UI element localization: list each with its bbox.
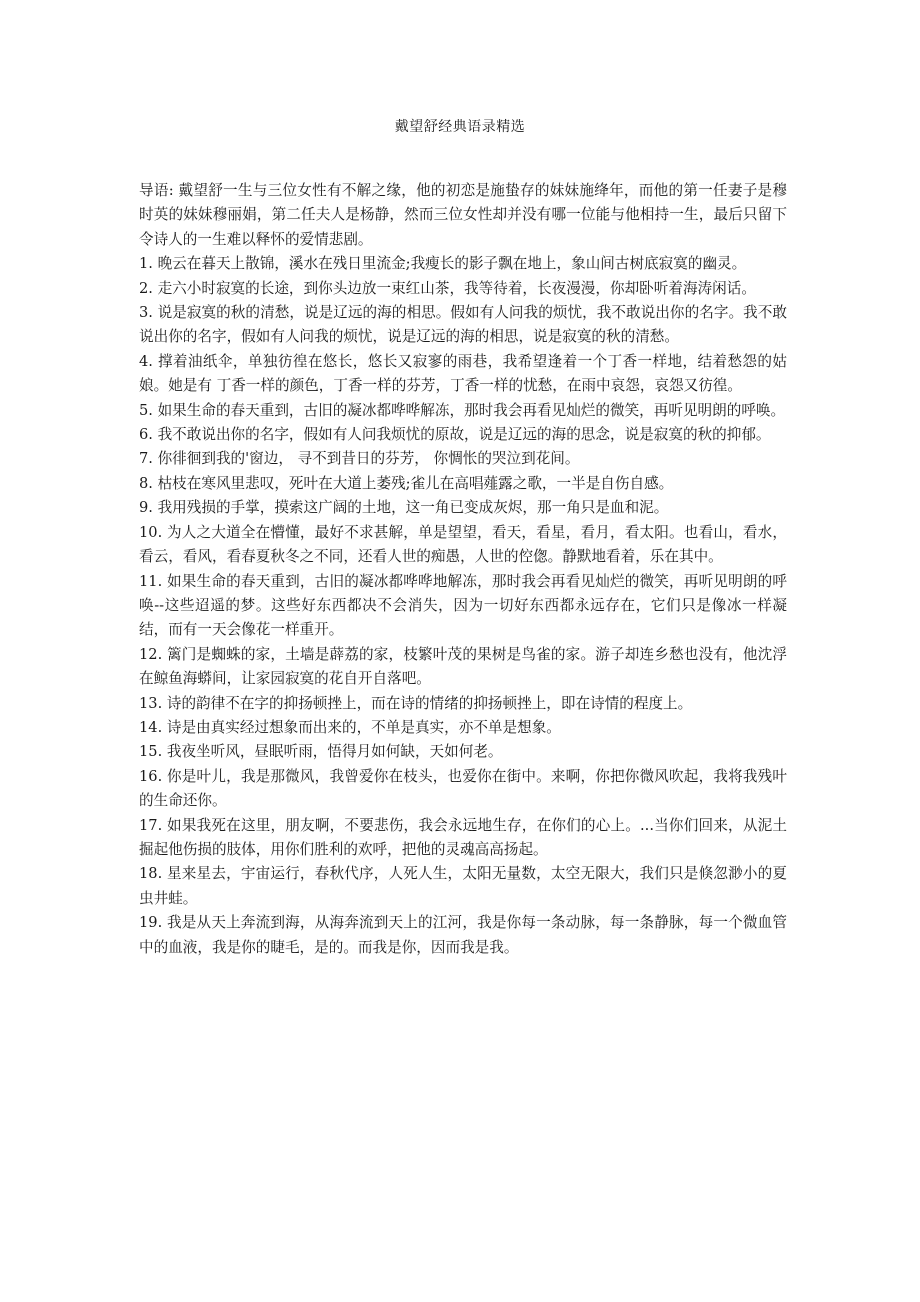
- quote-item-1: 1. 晚云在暮天上散锦，溪水在残日里流金;我瘦长的影子飘在地上，象山间古树底寂寞的幽灵。: [139, 255, 747, 273]
- intro-paragraph: 导语: 戴望舒一生与三位女性有不解之缘，他的初恋是施蛰存的妹妹施绛年，而他的第一任妻子是穆时英的妹妹穆丽娟，第二任夫人是杨静，然而三位女性却并没有哪一位能与他相持一生，最后只留下令诗人的一生难以释怀的爱情悲剧。: [139, 182, 787, 248]
- document-body: [139, 179, 787, 960]
- quote-item-7: 7. 你徘徊到我的'窗边， 寻不到昔日的芬芳， 你惆怅的哭泣到花间。: [139, 450, 580, 468]
- quote-item-8: 8. 枯枝在寒风里悲叹，死叶在大道上萎残;雀儿在高唱薤露之歌，一半是自伤自感。: [139, 474, 674, 492]
- quote-item-15: 15. 我夜坐听风，昼眠听雨，悟得月如何缺，天如何老。: [139, 743, 503, 761]
- quote-item-14: 14. 诗是由真实经过想象而出来的，不单是真实，亦不单是想象。: [139, 718, 561, 736]
- quote-item-19: 19. 我是从天上奔流到海，从海奔流到天上的江河，我是你每一条动脉，每一条静脉，每一个微血管中的血液，我是你的睫毛，是的。而我是你，因而我是我。: [139, 914, 787, 956]
- quote-item-9: 9. 我用残损的手掌，摸索这广阔的土地，这一角已变成灰烬，那一角只是血和泥。: [139, 499, 669, 517]
- quote-item-6: 6. 我不敢说出你的名字，假如有人问我烦忧的原故，说是辽远的海的思念，说是寂寞的秋的抑郁。: [139, 426, 771, 444]
- quote-item-18: 18. 星来星去，宇宙运行，春秋代序，人死人生，太阳无量数，太空无限大，我们只是倏忽渺小的夏虫井蛙。: [139, 865, 787, 907]
- quote-item-11: 11. 如果生命的春天重到，古旧的凝冰都哗哗地解冻，那时我会再看见灿烂的微笑，再听见明朗的呼唤--这些迢遥的梦。这些好东西都决不会消失，因为一切好东西都永远存在，它们只是像冰一样凝结，而有一天会像花一样重开。: [139, 572, 787, 639]
- quote-item-10: 10. 为人之大道全在懵懂，最好不求甚解，单是望望，看天，看星，看月，看太阳。也看山，看水，看云，看风，看春夏秋冬之不同，还看人世的痴愚，人世的倥偬。静默地看着，乐在其中。: [139, 523, 787, 566]
- quote-item-16: 16. 你是叶儿，我是那微风，我曾爱你在枝头，也爱你在街中。来啊，你把你微风吹起，我将我残叶的生命还你。: [139, 767, 787, 810]
- quote-item-5: 5. 如果生命的春天重到，古旧的凝冰都哗哗解冻，那时我会再看见灿烂的微笑，再听见明朗的呼唤。: [139, 401, 786, 419]
- quote-item-12: 12. 篱门是蜘蛛的家，土墙是薜荔的家，枝繁叶茂的果树是鸟雀的家。游子却连乡愁也没有，他沈浮在鲸鱼海蟒间，让家园寂寞的花自开自落吧。: [139, 645, 787, 688]
- quote-item-3: 3. 说是寂寞的秋的清愁，说是辽远的海的相思。假如有人问我的烦忧，我不敢说出你的名字。我不敢说出你的名字，假如有人问我的烦忧，说是辽远的海的相思，说是寂寞的秋的清愁。: [139, 304, 787, 346]
- quote-item-4: 4. 撑着油纸伞，单独彷徨在悠长，悠长又寂寥的雨巷，我希望逢着一个丁香一样地，结着愁怨的姑娘。她是有 丁香一样的颜色，丁香一样的芬芳，丁香一样的忧愁，在雨中哀怨，哀怨又彷徨。: [139, 352, 787, 395]
- quote-item-2: 2. 走六小时寂寞的长途，到你头边放一束红山茶，我等待着，长夜漫漫，你却卧听着海涛闲话。: [139, 279, 756, 297]
- document-title: 戴望舒经典语录精选: [394, 119, 526, 135]
- quote-item-13: 13. 诗的韵律不在字的抑扬顿挫上，而在诗的情绪的抑扬顿挫上，即在诗情的程度上。: [139, 694, 693, 712]
- quote-item-17: 17. 如果我死在这里，朋友啊，不要悲伤，我会永远地生存，在你们的心上。...当你们回来，从泥土掘起他伤损的肢体，用你们胜利的欢呼，把他的灵魂高高扬起。: [139, 816, 787, 858]
